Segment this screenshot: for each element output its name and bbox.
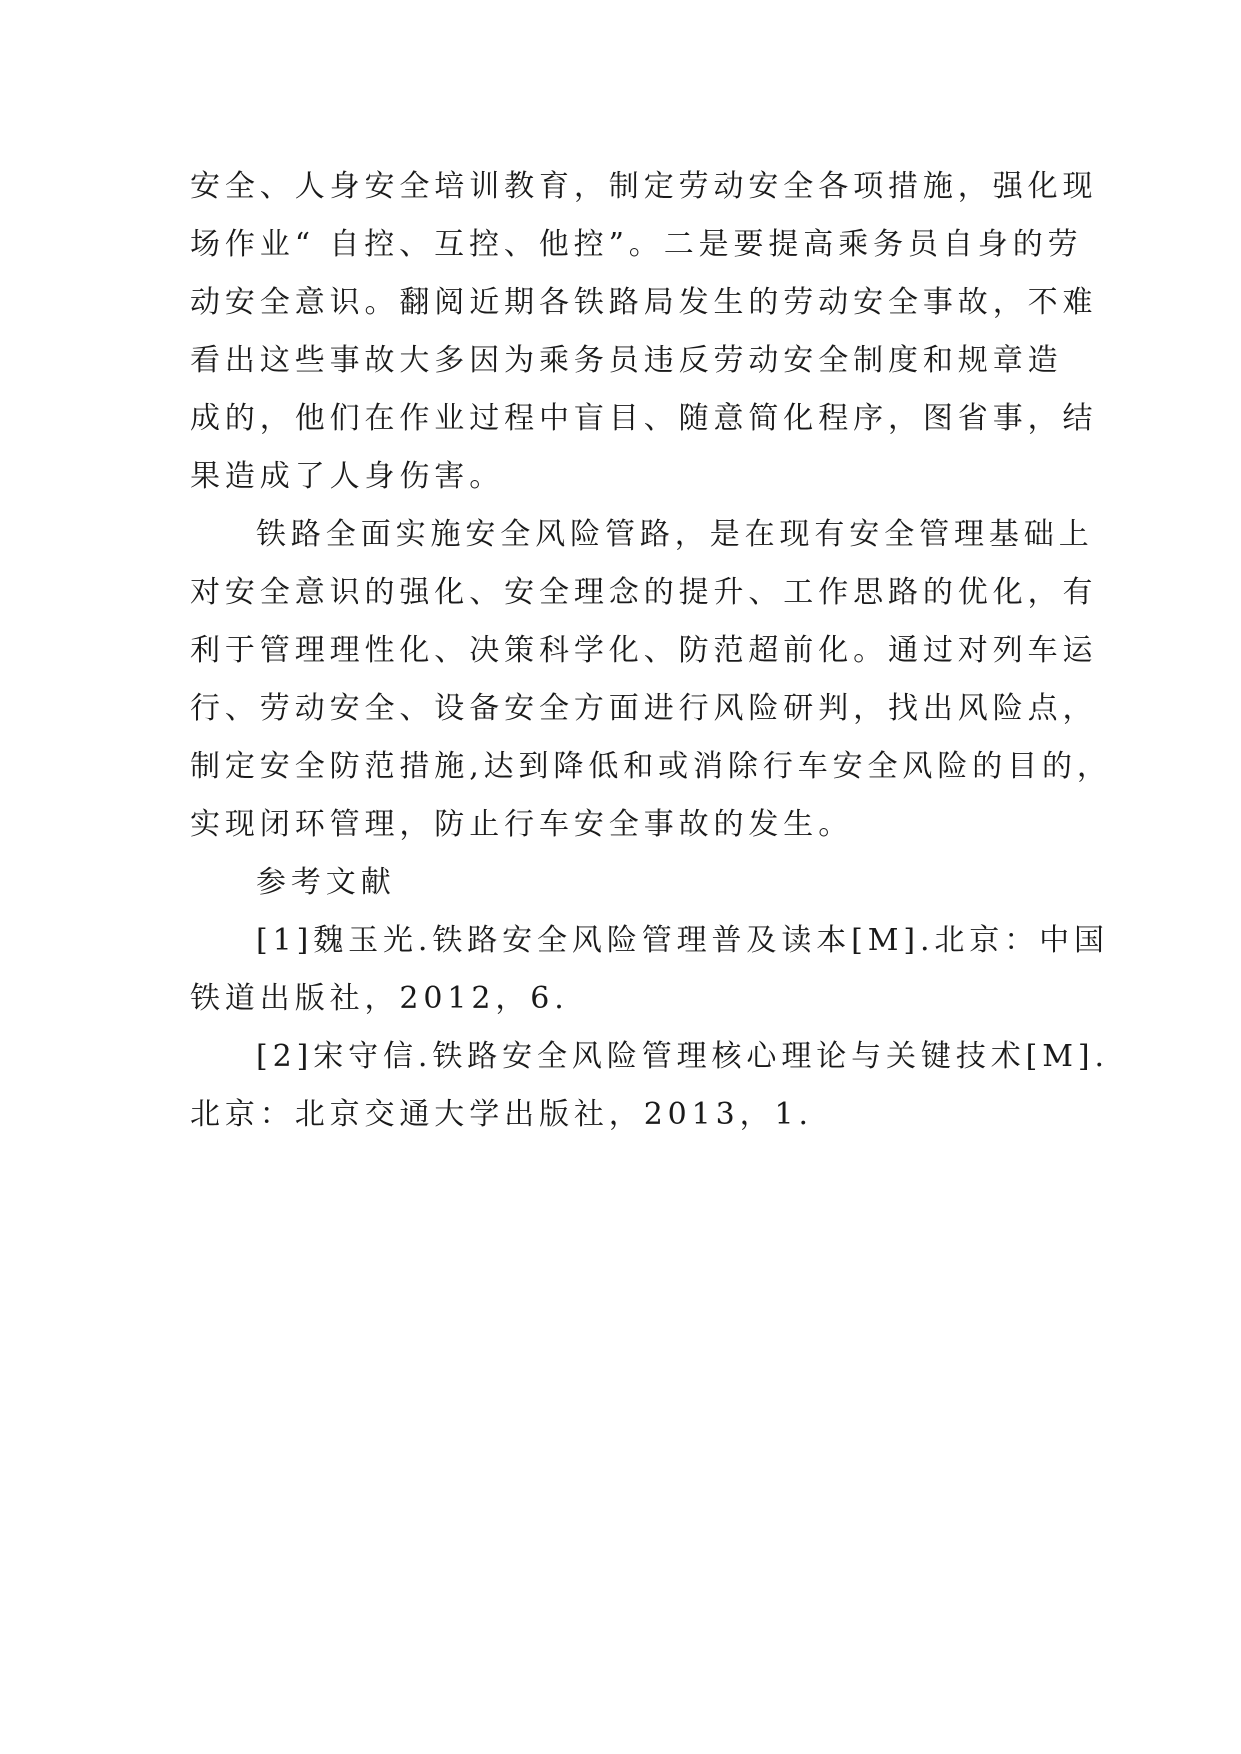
reference-item-2 [190,1028,1109,1144]
reference-line: 铁道出版社，2012，6. [190,981,569,1016]
paragraph-line: 场作业“ 自控、互控、他控”。二是要提高乘务员自身的劳 [190,227,1083,262]
paragraph-line: 对安全意识的强化、安全理念的提升、工作思路的优化，有 [190,575,1098,610]
reference-line: [2]宋守信.铁路安全风险管理核心理论与关键技术[M]. [256,1039,1109,1074]
paragraph-2 [190,506,1112,854]
paragraph-line: 实现闭环管理，防止行车安全事故的发生。 [190,807,854,842]
reference-line: [1]魏玉光.铁路安全风险管理普及读本[M].北京：中国 [256,923,1109,958]
paragraph-line: 看出这些事故大多因为乘务员违反劳动安全制度和规章造 [190,343,1063,378]
paragraph-line: 行、劳动安全、设备安全方面进行风险研判，找出风险点， [190,691,1098,726]
paragraph-line: 果造成了人身伤害。 [190,459,505,494]
reference-line: 北京：北京交通大学出版社，2013，1. [190,1097,813,1132]
paragraph-line: 利于管理理性化、决策科学化、防范超前化。通过对列车运 [190,633,1098,668]
paragraph-line: 成的，他们在作业过程中盲目、随意简化程序，图省事，结 [190,401,1098,436]
paragraph-line: 动安全意识。翻阅近期各铁路局发生的劳动安全事故，不难 [190,285,1098,320]
references-heading: 参考文献 [256,865,396,900]
paragraph-1 [190,158,1098,506]
paragraph-line: 安全、人身安全培训教育，制定劳动安全各项措施，强化现 [190,169,1098,204]
references-section [190,854,1109,1144]
body-text [190,158,1112,1144]
paragraph-line: 铁路全面实施安全风险管路，是在现有安全管理基础上 [256,517,1094,552]
reference-item-1 [190,912,1109,1028]
paragraph-line: 制定安全防范措施,达到降低和或消除行车安全风险的目的， [190,749,1112,784]
